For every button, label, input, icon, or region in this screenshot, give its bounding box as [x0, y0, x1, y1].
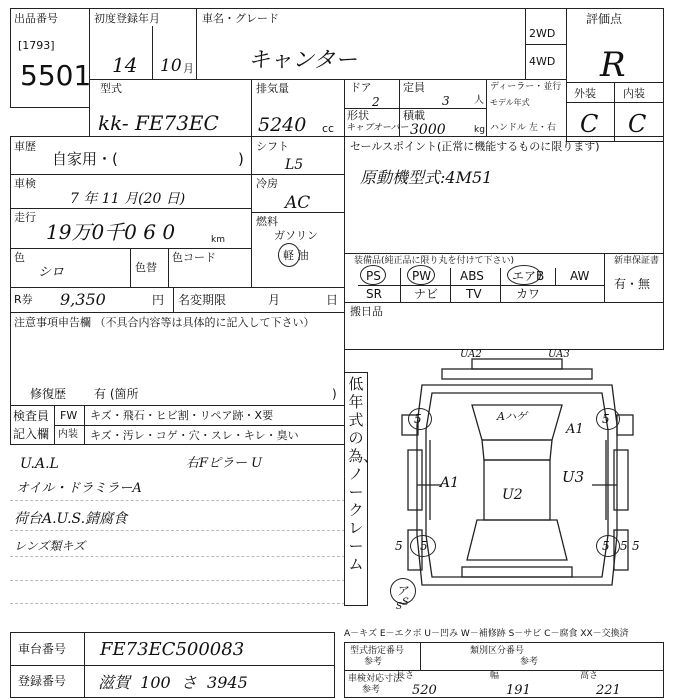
dmg-s-rear2: S: [396, 602, 403, 612]
aircon-value: AC: [285, 193, 311, 213]
dmg-ua3: UA3: [548, 349, 570, 360]
dmg-s5-6: 5: [620, 539, 628, 553]
measure-ref: 参考: [364, 657, 383, 667]
reg-value: 滋賀 100 さ 3945: [98, 673, 248, 692]
side-notice: 低年式の為、ノークレーム: [348, 375, 379, 573]
inspector-label: 検査員: [13, 409, 50, 423]
reg-label: 登録番号: [18, 674, 67, 688]
length-label: 長さ: [396, 671, 415, 681]
exterior-grade: C: [580, 110, 599, 138]
car-damage-diagram: [372, 345, 664, 615]
ps-circle: [360, 265, 386, 285]
name-change-label: 名変期限: [178, 293, 227, 307]
fuel-label: 燃料: [256, 215, 278, 228]
width-label: 幅: [490, 671, 500, 681]
drive-2wd: 2WD: [529, 27, 556, 40]
capacity-label: 定員: [403, 81, 425, 94]
kg-unit: kg: [474, 125, 485, 135]
car-name: キャンター: [248, 48, 358, 73]
shape-value: キャブオーバー: [346, 123, 409, 133]
mileage-label: 走行: [14, 211, 36, 224]
model-value: kk- FE73EC: [98, 111, 219, 135]
note-line-4: 荷台A.U.S.錆腐食: [14, 511, 128, 527]
dmg-circle: [596, 408, 620, 430]
fuel-value: ガソリン: [274, 229, 318, 242]
note-line-2: 右Fピラー U: [186, 456, 263, 471]
frame-label: 車検対応寸法: [348, 674, 403, 684]
color-change-label: 色替: [135, 261, 157, 274]
handle-label: ハンドル 左・右: [490, 123, 556, 133]
in-text: キズ・汚レ・コゲ・穴・スレ・キレ・臭い: [90, 429, 299, 442]
yen-unit: 円: [152, 293, 165, 307]
pw-circle: [407, 265, 435, 285]
recycle-label: R券: [14, 293, 33, 306]
equip-tv: TV: [466, 287, 482, 301]
dmg-s5-1: 5: [414, 412, 422, 426]
history-close: ): [238, 150, 244, 168]
class-label: 類別区分番号: [470, 646, 525, 656]
lot-label: 出品番号: [14, 12, 58, 25]
dmg-u3: U3: [562, 468, 585, 486]
lot-tag: [1793]: [18, 39, 55, 52]
dmg-u2: U2: [502, 487, 523, 503]
fuel-alt: 軽 油: [283, 249, 309, 262]
arrival-box: [344, 302, 664, 350]
repair-close: ): [332, 387, 337, 401]
warranty-value: 有・無: [614, 277, 651, 291]
equip-aw: AW: [570, 269, 590, 283]
capacity-value: 3: [442, 94, 450, 108]
chassis-value: FE73EC500083: [100, 639, 245, 660]
color-value: シロ: [38, 265, 65, 280]
fw-text: キズ・飛石・ヒビ割・リペア跡・X要: [90, 409, 274, 422]
equip-sr: SR: [366, 287, 382, 301]
dmg-s-rear: S: [402, 597, 409, 608]
in-tag: 内装: [58, 429, 78, 440]
dmg-circle: [408, 408, 432, 430]
exterior-label: 外装: [574, 87, 596, 100]
score-label: 評価点: [586, 12, 623, 26]
dmg-ua2: UA2: [460, 349, 482, 360]
doors-label: ドア: [350, 81, 372, 94]
km-unit: km: [211, 235, 225, 245]
dmg-circle: [596, 535, 620, 557]
displacement-value: 5240: [258, 114, 307, 136]
score-value: R: [600, 45, 626, 85]
nc-day: 日: [326, 293, 339, 307]
drive-4wd: 4WD: [529, 55, 556, 68]
lot-number: 5501: [20, 59, 92, 92]
dmg-a1-right: A1: [566, 422, 584, 437]
dmg-s5-5: 5: [602, 539, 610, 553]
entry-label: 記入欄: [13, 427, 50, 441]
dmg-circle: [410, 535, 436, 557]
dmg-circle: [390, 578, 416, 604]
dmg-s5-4: 5: [420, 539, 428, 553]
doors-value: 2: [372, 95, 380, 109]
frame-ref: 参考: [362, 685, 381, 695]
nc-month: 月: [268, 293, 281, 307]
model-year-label: モデル年式: [490, 98, 530, 107]
sales-point-box: [344, 136, 664, 254]
displacement-label: 排気量: [256, 82, 289, 95]
equip-leather: カワ: [516, 287, 541, 301]
dmg-s5-2: 5: [602, 412, 610, 426]
length-value: 520: [412, 683, 437, 698]
dmg-s5-7: 5: [632, 539, 640, 553]
month-unit: 月: [183, 62, 194, 75]
first-reg-month: 10: [160, 56, 182, 76]
dmg-a-rear: ア: [396, 584, 409, 598]
chassis-label: 車台番号: [18, 642, 67, 656]
sales-point-label: セールスポイント(正常に機能するものに限ります): [350, 140, 600, 153]
height-value: 221: [596, 683, 621, 698]
notes-label: 注意事項申告欄 （不具合内容等は具体的に記入して下さい）: [14, 316, 315, 329]
color-code-label: 色コード: [172, 251, 216, 264]
history-value: 自家用・(: [52, 150, 118, 168]
equip-airbag: エアB: [512, 269, 545, 283]
shape-label: 形状: [347, 109, 369, 122]
dmg-a-peel: Aハゲ: [497, 410, 527, 423]
model-label: 型式: [100, 82, 122, 95]
mileage-value: 19万0千0 6 0: [46, 220, 176, 244]
width-value: 191: [506, 683, 531, 698]
sales-point-text: 原動機型式:4M51: [360, 168, 493, 187]
equip-abs: ABS: [460, 269, 484, 283]
load-value: 3000: [410, 122, 446, 138]
note-line-5: レンズ類キズ: [14, 539, 86, 553]
equip-pw: PW: [412, 269, 432, 283]
dmg-s5-3: 5: [395, 539, 403, 553]
dmg-a1-left: A1: [440, 475, 460, 491]
class-ref: 参考: [520, 657, 539, 667]
repair-value: 有 (箇所: [94, 387, 139, 401]
fuel-selected-circle: [278, 243, 300, 267]
inspection-label: 車検: [14, 177, 36, 190]
capacity-unit: 人: [474, 95, 484, 106]
interior-label: 内装: [623, 87, 645, 100]
car-grade-label: 車名・グレード: [202, 12, 279, 25]
note-line-1: U.A.L: [20, 456, 59, 472]
shift-value: L5: [285, 157, 304, 173]
interior-grade: C: [628, 110, 647, 138]
repair-label: 修復歴: [30, 387, 67, 401]
airbag-circle: [507, 265, 541, 285]
inspection-value: 7 年 11 月(20 日): [70, 191, 186, 207]
arrival-label: 搬日品: [350, 305, 383, 318]
height-label: 高さ: [580, 671, 599, 681]
load-label: 積載: [403, 109, 425, 122]
dealer-label: ディーラー・並行: [490, 82, 562, 92]
damage-legend: A－キズ E－エクボ U－凹み W－補修跡 S－サビ C－腐食 XX－交換済: [344, 629, 629, 639]
shift-label: シフト: [256, 140, 289, 153]
note-line-3: オイル・ドラミラーA: [16, 481, 142, 496]
measure-label: 型式指定番号: [350, 646, 405, 656]
equip-ps: PS: [366, 269, 381, 283]
recycle-value: 9,350: [60, 290, 106, 309]
first-reg-label: 初度登録年月: [94, 12, 160, 25]
equipment-label: 装備品(純正品に限り丸を付けて下さい): [354, 256, 515, 266]
fw-tag: FW: [60, 409, 78, 422]
cc-unit: cc: [322, 122, 335, 135]
color-label: 色: [14, 251, 25, 264]
equip-navi: ナビ: [414, 287, 439, 301]
first-reg-year: 14: [112, 53, 138, 77]
history-label: 車歴: [14, 140, 36, 153]
new-warranty-label: 新車保証書: [614, 256, 660, 266]
aircon-label: 冷房: [256, 177, 278, 190]
